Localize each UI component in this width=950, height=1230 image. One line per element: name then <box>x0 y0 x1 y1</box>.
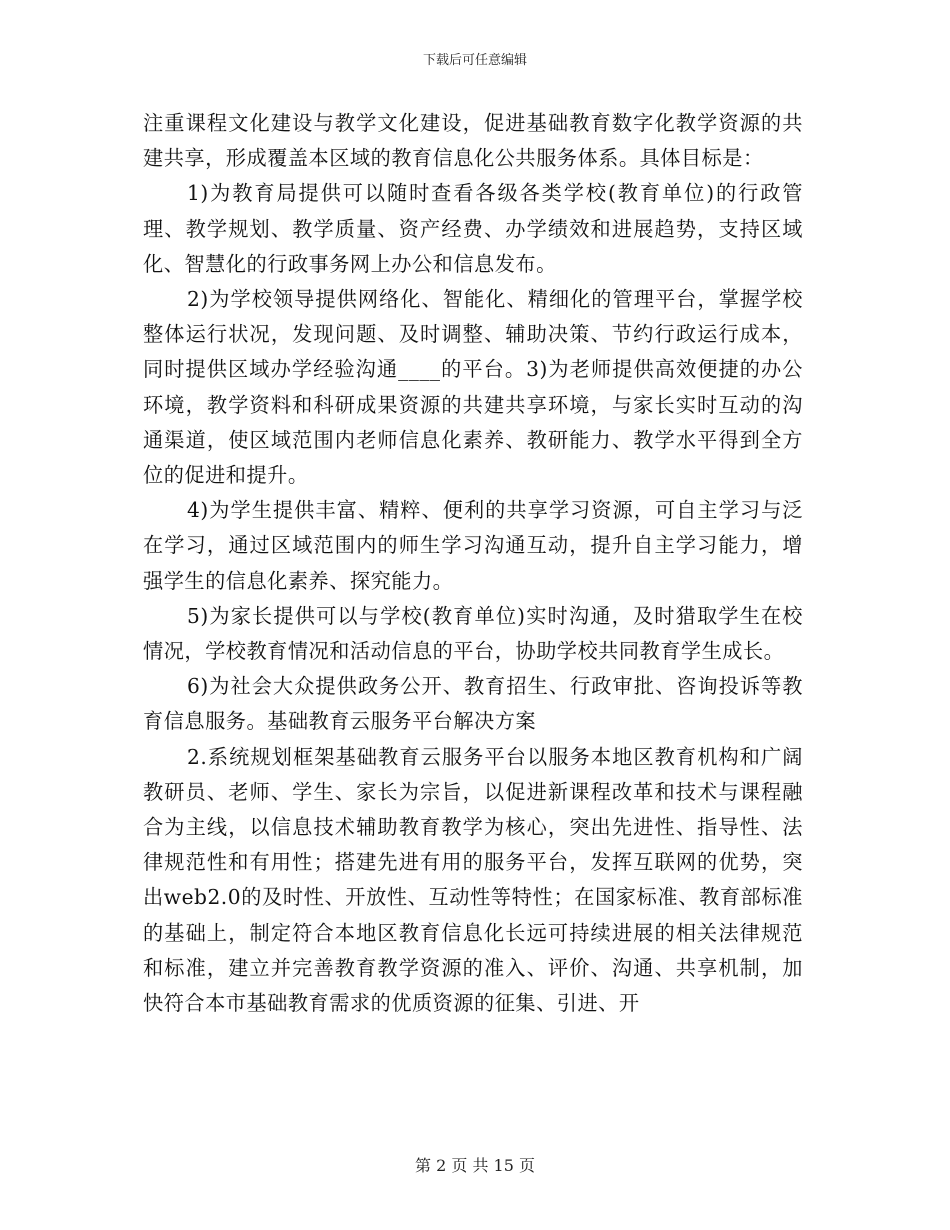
paragraph-3: 2)为学校领导提供网络化、智能化、精细化的管理平台，掌握学校整体运行状况，发现问题、及时调整、辅助决策、节约行政运行成本，同时提供区域办学经验沟通____的平台。3)为老师提供高效便捷的办公环境，教学资料和科研成果资源的共建共享环境，与家长实时互动的沟通渠道，使区域范围内老师信息化素养、教研能力、教学水平得到全方位的促进和提升。 <box>143 287 803 488</box>
paragraph-4: 4)为学生提供丰富、精粹、便利的共享学习资源，可自主学习与泛在学习，通过区域范围内的师生学习沟通互动，提升自主学习能力，增强学生的信息化素养、探究能力。 <box>143 498 803 593</box>
page-header: 下载后可任意编辑 <box>422 53 527 68</box>
paragraph-2: 1)为教育局提供可以随时查看各级各类学校(教育单位)的行政管理、教学规划、教学质量、资产经费、办学绩效和进展趋势，支持区域化、智慧化的行政事务网上办公和信息发布。 <box>143 181 803 276</box>
paragraph-5: 5)为家长提供可以与学校(教育单位)实时沟通，及时猎取学生在校情况，学校教育情况和活动信息的平台，协助学校共同教育学生成长。 <box>143 603 803 664</box>
page-footer: 第 2 页 共 15 页 <box>415 1156 535 1175</box>
paragraph-7: 2.系统规划框架基础教育云服务平台以服务本地区教育机构和广阔教研员、老师、学生、家长为宗旨，以促进新课程改革和技术与课程融合为主线，以信息技术辅助教育教学为核心，突出先进性、指导性、法律规范性和有用性；搭建先进有用的服务平台，发挥互联网的优势，突出web2.0的及时性、开放性、互动性等特性；在国家标准、教育部标准的基础上，制定符合本地区教育信息化长远可持续进展的相关法律规范和标准，建立并完善教育教学资源的准入、评价、沟通、共享机制，加快符合本市基础教育需求的优质资源的征集、引进、开 <box>143 744 803 1016</box>
paragraph-1: 注重课程文化建设与教学文化建设，促进基础教育数字化教学资源的共建共享，形成覆盖本区域的教育信息化公共服务体系。具体目标是： <box>143 111 803 171</box>
document-body <box>143 106 803 1021</box>
paragraph-6: 6)为社会大众提供政务公开、教育招生、行政审批、咨询投诉等教育信息服务。基础教育云服务平台解决方案 <box>143 674 803 734</box>
